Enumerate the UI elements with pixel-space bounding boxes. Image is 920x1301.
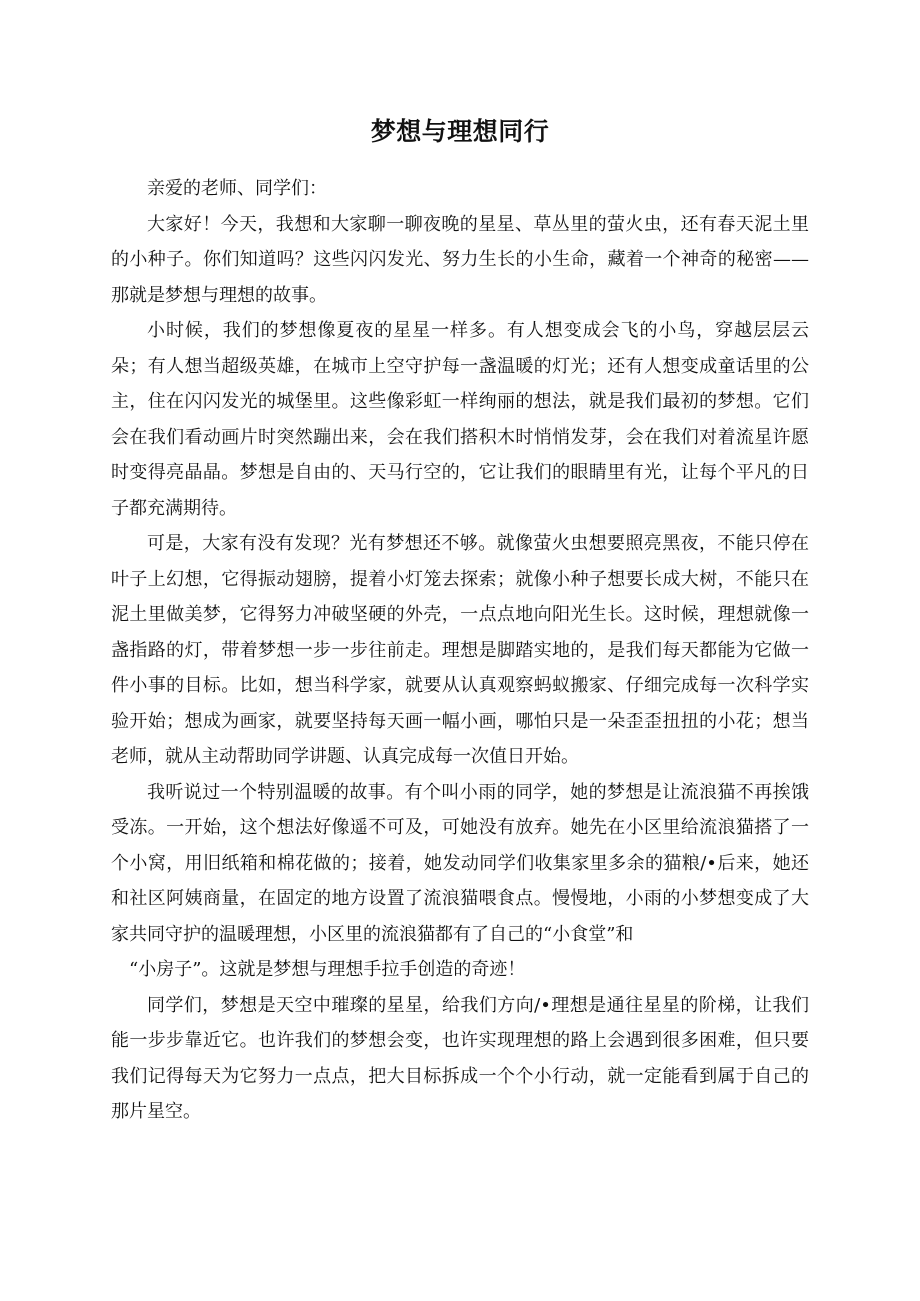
paragraph-opening: 大家好！今天，我想和大家聊一聊夜晚的星星、草丛里的萤火虫，还有春天泥土里的小种子。你们知道吗？这些闪闪发光、努力生长的小生命，藏着一个神奇的秘密——那就是梦想与理想的故事。 [111, 213, 809, 306]
paragraph-childhood-dreams: 小时候，我们的梦想像夏夜的星星一样多。有人想变成会飞的小鸟，穿越层层云朵；有人想当超级英雄，在城市上空守护每一盏温暖的灯光；还有人想变成童话里的公主，住在闪闪发光的城堡里。这些像彩虹一样绚丽的想法，就是我们最初的梦想。它们会在我们看动画片时突然蹦出来，会在我们搭积木时悄悄发芽，会在我们对着流星许愿时变得亮晶晶。梦想是自由的、天马行空的，它让我们的眼睛里有光，让每个平凡的日子都充满期待。 [111, 320, 809, 519]
paragraph-closing: 同学们，梦想是天空中璀璨的星星，给我们方向/•理想是通往星星的阶梯，让我们能一步步靠近它。也许我们的梦想会变，也许实现理想的路上会遇到很多困难，但只要我们记得每天为它努力一点点，把大目标拆成一个个小行动，就一定能看到属于自己的那片星空。 [111, 994, 809, 1122]
paragraph-greeting: 亲爱的老师、同学们： [147, 178, 327, 199]
paragraph-ideals: 可是，大家有没有发现？光有梦想还不够。就像萤火虫想要照亮黑夜，不能只停在叶子上幻想，它得振动翅膀，提着小灯笼去探索；就像小种子想要长成大树，不能只在泥土里做美梦，它得努力冲破坚硬的外壳，一点点地向阳光生长。这时候，理想就像一盏指路的灯，带着梦想一步一步往前走。理想是脚踏实地的，是我们每天都能为它做一件小事的目标。比如，想当科学家，就要从认真观察蚂蚁搬家、仔细完成每一次科学实验开始；想成为画家，就要坚持每天画一幅小画，哪怕只是一朵歪歪扭扭的小花；想当老师，就从主动帮助同学讲题、认真完成每一次值日开始。 [111, 533, 809, 767]
document-title: 梦想与理想同行 [370, 117, 550, 146]
document-body [111, 171, 809, 1130]
paragraph-story-continued: “小房子”。这就是梦想与理想手拉手创造的奇迹！ [129, 959, 526, 980]
paragraph-story: 我听说过一个特别温暖的故事。有个叫小雨的同学，她的梦想是让流浪猫不再挨饿受冻。一开始，这个想法好像遥不可及，可她没有放弃。她先在小区里给流浪猫搭了一个小窝，用旧纸箱和棉花做的；接着，她发动同学们收集家里多余的猫粮/•后来，她还和社区阿姨商量，在固定的地方设置了流浪猫喂食点。慢慢地，小雨的小梦想变成了大家共同守护的温暖理想，小区里的流浪猫都有了自己的“小食堂”和 [111, 781, 809, 945]
